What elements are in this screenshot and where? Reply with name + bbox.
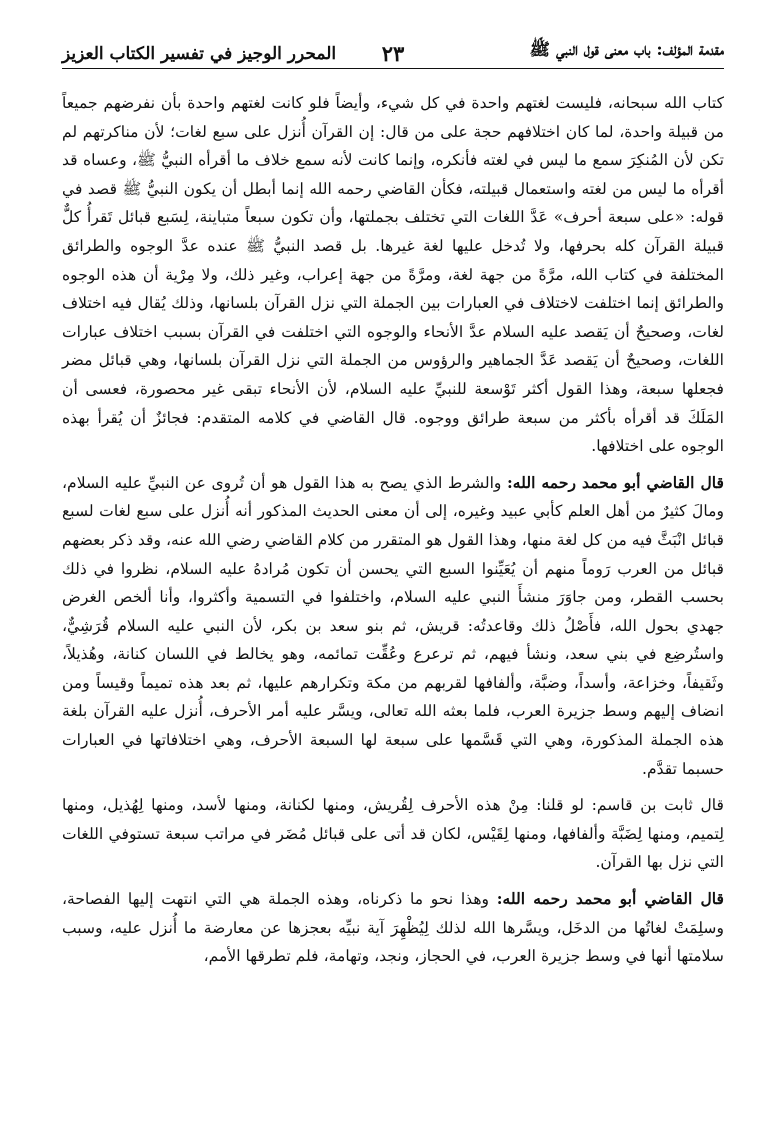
- chapter-title: مقدمة المؤلف: باب معنى قول النبي ﷺ: [529, 40, 724, 60]
- book-title: المحرر الوجيز في تفسير الكتاب العزيز: [62, 44, 337, 64]
- paragraph-text: وهذا نحو ما ذكرناه، وهذه الجملة هي التي انتهت إليها الفصاحة، وسلِمَتْ لغاتُها من الدخَل، ويسَّرها الله لذلك لِيُظْهِرَ آية نبيِّه بعجزها عن معارضة ما أُنزل عليه، وسبب سلامتها أنها في وسط جزيرة العرب، في الحجاز، ونجد، وتهامة، فلم تطرقها الأمم،: [62, 890, 724, 966]
- paragraph-1: [62, 89, 724, 461]
- paragraph-2: [62, 469, 724, 784]
- speaker-label: قال القاضي أبو محمد رحمه الله:: [496, 889, 724, 909]
- book-page: [0, 26, 784, 1128]
- paragraph-text: والشرط الذي يصح به هذا القول هو أن تُروى عن النبيِّ عليه السلام، ومالَ كثيرٌ من أهل العلم كأبي عبيد وغيره، إلى أن معنى الحديث المذكور أنه أُنزل على سبع لغات لسبع قبائل انْبَثَّ فيه من كل لغة منها، وهذا القول هو المتقرر من كلام القاضي رضي الله عنه، وقد ذكر بعضهم قبائل من العرب رَوماً منهم أن يُعَيِّنوا السبع التي يحسن أن تكون مُرادهُ عليه السلام، نظروا في ذلك بحسب القطر، ومن جاوَرَ منشأَ النبي عليه السلام، واختلفوا في التسمية وأكثروا، وأنا ألخص الغرض جهدي بحول الله، فأَصْلُ ذلك وقاعدتُه: قريش، ثم بنو سعد بن بكر، لأن النبي عليه السلام قُرَشِيٌّ، واستُرضِع في بني سعد، ونشأ فيهم، ثم ترعرع وعُقِّت تمائمه، وهو يخالط في اللسان كنانة، وهُذيلاً، وثَقيفاً، وخزاعة، وأسداً، وضبَّة، وألفافها لقربهم من مكة وتكرارهم عليها، ثم بعد هذه تميماً وقيساً ومن انضاف إليهم وسط جزيرة العرب، فلما بعثه الله تعالى، ويسَّر عليه أمر الأحرف، أُنزل عليه القرآن بلغة هذه الجملة المذكورة، وهي التي قَسَّمها على سبعة لها السبعة الأحرف، وهي اختلافاتها في العبارات حسبما تقدَّم.: [62, 473, 724, 778]
- speaker-label: قال القاضي أبو محمد رحمه الله:: [507, 472, 724, 492]
- page-number: ٢٣: [381, 41, 405, 66]
- paragraph-4: [62, 885, 724, 971]
- body-text: [62, 89, 724, 971]
- paragraph-text: قال ثابت بن قاسم: لو قلنا: مِنْ هذه الأحرف لِقُريش، ومنها لكنانة، ومنها لأسد، ومنها لِهُذيل، ومنها لِتميم، ومنها لِضَبَّة وألفافها، ومنها لِقَيْس، لكان قد أتى على قبائل مُضَر في مراتب سبعة تستوفي اللغات التي نزل بها القرآن.: [62, 796, 724, 872]
- paragraph-text: كتاب الله سبحانه، فليست لغتهم واحدة في كل شيء، وأيضاً فلو كانت لغتهم واحدة بأن نفرضهم جميعاً من قبيلة واحدة، لما كان اختلافهم حجة على من قال: إن القرآن أُنزل على سبع لغات؛ لأن مناكرتهم لم تكن لأن المُنكِرَ سمع ما ليس في لغته فأنكره، وإنما كانت لأنه سمع خلاف ما أقرأه النبيُّ ﷺ، وعساه قد أقرأه ما ليس من لغته واستعمال قبيلته، فكأن القاضي رحمه الله إنما أبطل أن يكون النبيُّ ﷺ قصد في قوله: «على سبعة أحرف» عَدَّ اللغات التي تختلف بجملتها، وأن تكون سبعاً متباينة، لِسَبع قبائل تَقرأُ كلٌّ قبيلة القرآن كله بحرفها، ولا تُدخل عليها لغة غيرها. بل قصد النبيُّ ﷺ عنده عدَّ الوجوه والطرائق المختلفة في كتاب الله، مرَّةً من جهة لغة، ومرَّةً من جهة إعراب، وغير ذلك، ولا مِرْية أن هذه الوجوه والطرائق إنما اختلفت لاختلاف في العبارات بين الجملة التي نزل القرآن بلسانها، وذلك يُقال فيه اختلاف لغات، وصحيحٌ أن يَقصد عليه السلام عدَّ الأنحاء والوجوه التي اختلفت في القرآن بسبب اختلاف عبارات اللغات، وصحيحٌ أن يَقصد عَدَّ الجماهير والرؤوس من الجملة التي نزل القرآن بلسانها، وهي قبائل مضر فجعلها سبعة، وهذا القول أكثر تَوْسعة للنبيِّ عليه السلام، لأن الأنحاء تبقى غير محصورة، فعسى أن المَلَكَ قد أقرأه بأكثر من سبعة طرائق ووجوه. قال القاضي في كلامه المتقدم: فجائزٌ أن يُقرأ بهذه الوجوه على اختلافها.: [62, 94, 724, 456]
- paragraph-3: [62, 791, 724, 877]
- running-header: [62, 26, 724, 69]
